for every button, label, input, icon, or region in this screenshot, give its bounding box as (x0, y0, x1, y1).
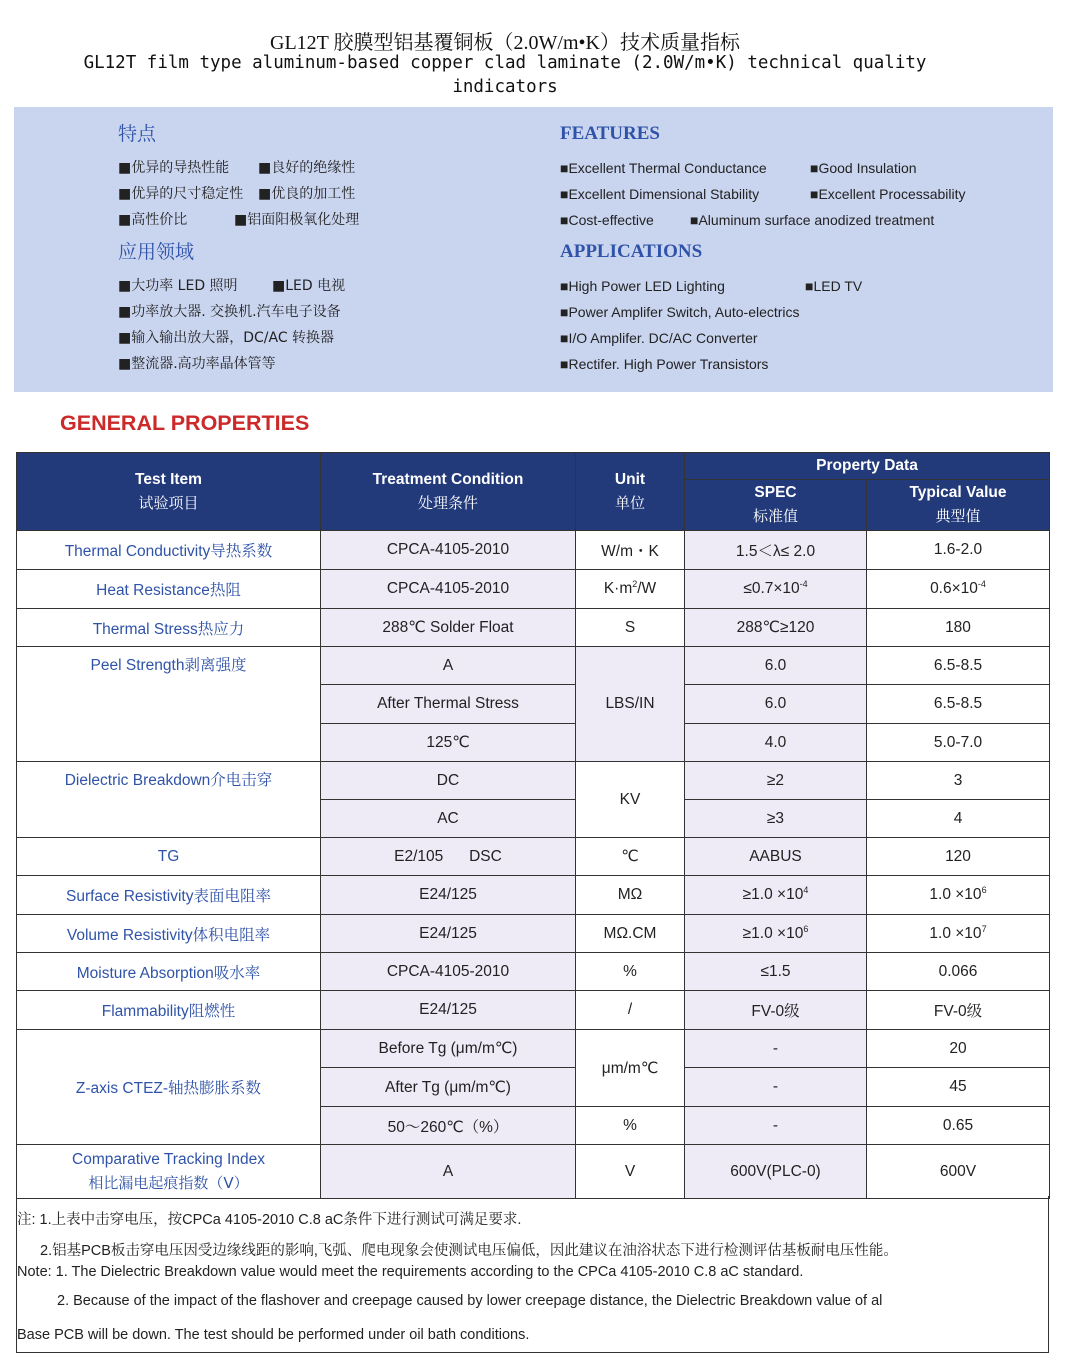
cell-condition: AC (321, 800, 576, 838)
header-spec: SPEC 标准值 (685, 480, 867, 531)
table-row (17, 762, 1050, 800)
cell-unit: % (576, 1107, 685, 1145)
feature-en-item: ■Excellent Dimensional Stability (560, 186, 760, 202)
cell-spec: - (685, 1107, 867, 1145)
table-row (17, 953, 1050, 991)
cell-condition: E2/105 DSC (321, 838, 576, 876)
header-typical: Typical Value 典型值 (867, 480, 1050, 531)
cell-typical: 1.6-2.0 (867, 531, 1050, 570)
cell-item: Comparative Tracking Index 相比漏电起痕指数（V） (17, 1145, 321, 1199)
cell-typical: 6.5-8.5 (867, 685, 1050, 724)
table-row (17, 570, 1050, 609)
cell-spec: $\ge 1.0 \times 10^4$ (685, 876, 867, 915)
features-heading-cn: 特点 (118, 123, 157, 145)
cell-unit: % (576, 953, 685, 991)
application-en-item: ■LED TV (805, 278, 863, 294)
feature-en-item: ■Excellent Thermal Conductance (560, 160, 767, 176)
application-en-item: ■I/O Amplifer. DC/AC Converter (560, 330, 758, 346)
feature-en-item: ■Cost-effective (560, 212, 654, 228)
feature-cn-item: ■优良的加工性 (258, 186, 356, 202)
table-row (17, 876, 1050, 915)
cell-unit: S (576, 609, 685, 647)
cell-unit: KV (576, 762, 685, 838)
cell-spec: - (685, 1030, 867, 1068)
note-en-2: 2. Because of the impact of the flashover and creepage caused by lower creepage distance, the Dielectric Breakdown value of al (57, 1293, 883, 1309)
note-cn-2: 2.铝基PCB板击穿电压因受边缘线距的影响,飞弧、爬电现象会使测试电压偏低，因此建议在油浴状态下进行检测评估基板耐电压性能。 (40, 1243, 898, 1259)
cell-typical: 3 (867, 762, 1050, 800)
cell-unit: W/m・K (576, 531, 685, 570)
cell-item: Peel Strength剥离强度 (17, 647, 321, 762)
cell-unit: μm/m℃ (576, 1030, 685, 1107)
cell-item: Surface Resistivity表面电阻率 (17, 876, 321, 915)
cell-condition: E24/125 (321, 915, 576, 953)
cell-condition: E24/125 (321, 876, 576, 915)
cell-item: Flammability阻燃性 (17, 991, 321, 1030)
feature-cn-item: ■良好的绝缘性 (258, 160, 356, 176)
cell-typical: 20 (867, 1030, 1050, 1068)
cell-typical: 120 (867, 838, 1050, 876)
cell-typical: 0.066 (867, 953, 1050, 991)
cell-spec: AABUS (685, 838, 867, 876)
cell-condition: After Tg (μm/m℃) (321, 1068, 576, 1107)
application-cn-item: ■大功率 LED 照明 (118, 278, 238, 294)
header-unit: Unit 单位 (576, 453, 685, 531)
cell-spec: 288℃≥120 (685, 609, 867, 647)
cell-item: TG (17, 838, 321, 876)
table-row (17, 1145, 1050, 1199)
cell-spec: ≥3 (685, 800, 867, 838)
cell-spec: 4.0 (685, 724, 867, 762)
cell-condition: CPCA-4105-2010 (321, 570, 576, 609)
header-test-item: Test Item 试验项目 (17, 453, 321, 531)
cell-spec: $\le 0.7\times 10^{-4}$ (685, 570, 867, 609)
cell-unit: $K\cdot m^2/W$ (576, 570, 685, 609)
cell-typical: 600V (867, 1145, 1050, 1199)
cell-item: Z-axis CTEZ-轴热膨胀系数 (17, 1030, 321, 1145)
cell-typical: 0.65 (867, 1107, 1050, 1145)
cell-unit: MΩ.CM (576, 915, 685, 953)
cell-condition: CPCA-4105-2010 (321, 953, 576, 991)
cell-spec: 6.0 (685, 685, 867, 724)
cell-spec: 1.5＜λ≤ 2.0 (685, 531, 867, 570)
cell-item: Thermal Stress热应力 (17, 609, 321, 647)
cell-spec: ≥2 (685, 762, 867, 800)
cell-typical: FV-0级 (867, 991, 1050, 1030)
cell-spec: - (685, 1068, 867, 1107)
feature-cn-item: ■优异的导热性能 (118, 160, 230, 176)
cell-item: Heat Resistance热阻 (17, 570, 321, 609)
page-title-en-line1: GL12T film type aluminum-based copper clad laminate (2.0W/m•K) technical quality (83, 53, 927, 73)
cell-typical: $0.6\times 10^{-4}$ (867, 570, 1050, 609)
application-en-item: ■Power Amplifer Switch, Auto-electrics (560, 304, 800, 320)
cell-item: Thermal Conductivity导热系数 (17, 531, 321, 570)
table-row (17, 647, 1050, 685)
cell-condition: 125℃ (321, 724, 576, 762)
header-condition: Treatment Condition 处理条件 (321, 453, 576, 531)
cell-spec: $\ge 1.0 \times 10^6$ (685, 915, 867, 953)
page-title-en-line2: indicators (452, 77, 558, 97)
table-row (17, 1030, 1050, 1068)
cell-spec: 600V(PLC-0) (685, 1145, 867, 1199)
header-property-data: Property Data (685, 453, 1050, 480)
cell-condition: A (321, 1145, 576, 1199)
notes-box (16, 1196, 1049, 1353)
cell-typical: 5.0-7.0 (867, 724, 1050, 762)
table-row (17, 531, 1050, 570)
cell-typical: $1.0 \times 10^7$ (867, 915, 1050, 953)
cell-condition: Before Tg (μm/m℃) (321, 1030, 576, 1068)
page-title-en (0, 51, 1010, 99)
features-column-cn (118, 121, 359, 377)
feature-en-item: ■Aluminum surface anodized treatment (690, 212, 935, 228)
application-en-item: ■High Power LED Lighting (560, 278, 725, 294)
feature-en-item: ■Good Insulation (810, 160, 917, 176)
cell-item: Volume Resistivity体积电阻率 (17, 915, 321, 953)
feature-en-item: ■Excellent Processability (810, 186, 966, 202)
applications-heading-cn: 应用领域 (118, 241, 195, 263)
cell-unit: ℃ (576, 838, 685, 876)
note-en-3: Base PCB will be down. The test should be performed under oil bath conditions. (17, 1327, 530, 1343)
cell-typical: $1.0 \times 10^6$ (867, 876, 1050, 915)
cell-unit: / (576, 991, 685, 1030)
cell-typical: 180 (867, 609, 1050, 647)
cell-condition: CPCA-4105-2010 (321, 531, 576, 570)
features-column-en (560, 121, 966, 377)
cell-unit: LBS/IN (576, 647, 685, 762)
note-en-1: Note: 1. The Dielectric Breakdown value would meet the requirements according to the CPCa 4105-2010 C.8 aC standard. (17, 1264, 804, 1280)
table-header-row (17, 453, 1050, 480)
feature-cn-item: ■铝面阳极氧化处理 (234, 212, 360, 228)
cell-condition: DC (321, 762, 576, 800)
cell-spec: ≤1.5 (685, 953, 867, 991)
cell-typical: 4 (867, 800, 1050, 838)
general-properties-title: GENERAL PROPERTIES (60, 411, 310, 435)
application-cn-item: ■LED 电视 (272, 278, 346, 294)
features-heading-en: FEATURES (560, 123, 660, 144)
cell-condition: After Thermal Stress (321, 685, 576, 724)
cell-spec: FV-0级 (685, 991, 867, 1030)
feature-cn-item: ■优异的尺寸稳定性 (118, 186, 244, 202)
cell-typical: 6.5-8.5 (867, 647, 1050, 685)
applications-heading-en: APPLICATIONS (560, 241, 703, 262)
cell-condition: 50～260℃（%） (321, 1107, 576, 1145)
cell-condition: E24/125 (321, 991, 576, 1030)
cell-spec: 6.0 (685, 647, 867, 685)
application-en-item: ■Rectifer. High Power Transistors (560, 356, 769, 372)
application-cn-item: ■整流器.高功率晶体管等 (118, 356, 276, 372)
cell-unit: V (576, 1145, 685, 1199)
properties-table (16, 452, 1050, 1199)
table-row (17, 609, 1050, 647)
cell-item: Moisture Absorption吸水率 (17, 953, 321, 991)
table-row (17, 915, 1050, 953)
application-cn-item: ■功率放大器. 交换机.汽车电子设备 (118, 304, 341, 320)
page-title-cn: GL12T 胶膜型铝基覆铜板（2.0W/m•K）技术质量指标 (270, 32, 740, 54)
table-row (17, 991, 1050, 1030)
features-panel (14, 107, 1053, 392)
table-row (17, 838, 1050, 876)
cell-typical: 45 (867, 1068, 1050, 1107)
application-cn-item: ■输入输出放大器，DC/AC 转换器 (118, 330, 335, 346)
cell-item: Dielectric Breakdown介电击穿 (17, 762, 321, 838)
note-cn-1: 注: 1.上表中击穿电压，按CPCa 4105-2010 C.8 aC条件下进行测试可满足要求. (17, 1212, 522, 1228)
cell-unit: MΩ (576, 876, 685, 915)
feature-cn-item: ■高性价比 (118, 212, 188, 228)
cell-condition: 288℃ Solder Float (321, 609, 576, 647)
cell-condition: A (321, 647, 576, 685)
